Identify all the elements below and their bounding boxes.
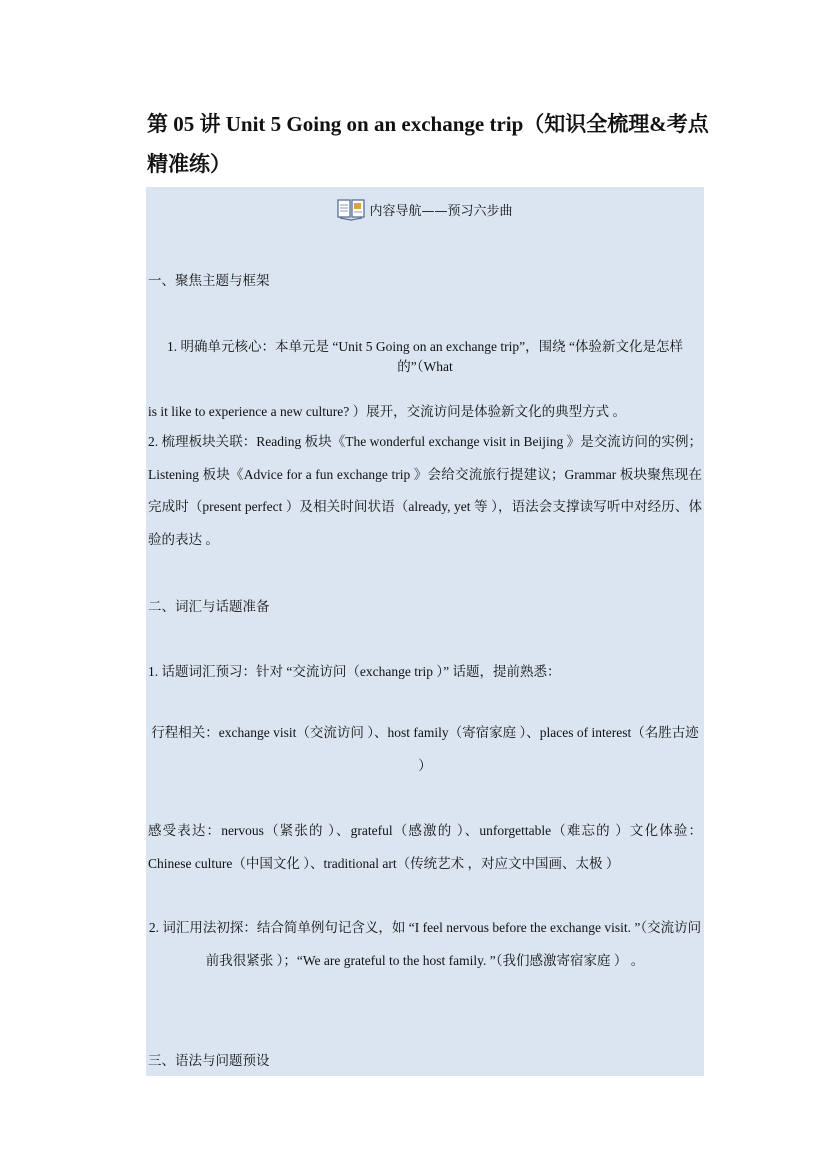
preview-panel — [146, 187, 704, 1076]
section1-item2: 2. 梳理板块关联：Reading 板块《The wonderful exchange visit in Beijing 》是交流访问的实例；Listening 板块《Advice for a fun exchange trip 》会给交流旅行提建议；Grammar 板块聚焦现在完成时（present perfect ）及相关时间状语（already, yet 等 ），语法会支撑读写听中对经历、体验的表达 。 — [148, 434, 702, 547]
section2-item1: 1. 话题词汇预习：针对 “交流访问（exchange trip ）” 话题，提前熟悉： — [148, 664, 561, 679]
section-heading-grammar: 三、语法与问题预设 — [148, 1053, 270, 1069]
content-navigation — [146, 195, 704, 223]
page-title: 第 05 讲 Unit 5 Going on an exchange trip（知识全梳理&考点精准练） — [147, 112, 709, 176]
section1-item1-continued: is it like to experience a new culture? ）展开，交流访问是体验新文化的典型方式 。 — [148, 404, 627, 419]
section1-item1: 1. 明确单元核心：本单元是 “Unit 5 Going on an exchange trip”，围绕 “体验新文化是怎样的”（What — [167, 339, 683, 374]
itinerary-vocab: 行程相关：exchange visit（交流访问 ）、host family（寄宿家庭 ）、places of interest（名胜古迹 ） — [151, 725, 699, 773]
section-heading-focus: 一、聚焦主题与框架 — [148, 273, 270, 289]
feelings-vocab: 感受表达：nervous（紧张的 ）、grateful（感激的 ）、unforgettable（难忘的 ）文化体验：Chinese culture（中国文化 ）、traditional art（传统艺术 ，对应文中国画、太极 ） — [148, 823, 702, 871]
section2-item2: 2. 词汇用法初探：结合简单例句记含义，如 “I feel nervous before the exchange visit. ”（交流访问前我很紧张 ）；“We are grateful to the host family. ”（我们感激寄宿家庭 ） 。 — [148, 920, 702, 968]
section-heading-vocabulary: 二、词汇与话题准备 — [148, 599, 270, 615]
nav-label: 内容导航——预习六步曲 — [369, 203, 513, 219]
book-icon — [337, 196, 367, 222]
